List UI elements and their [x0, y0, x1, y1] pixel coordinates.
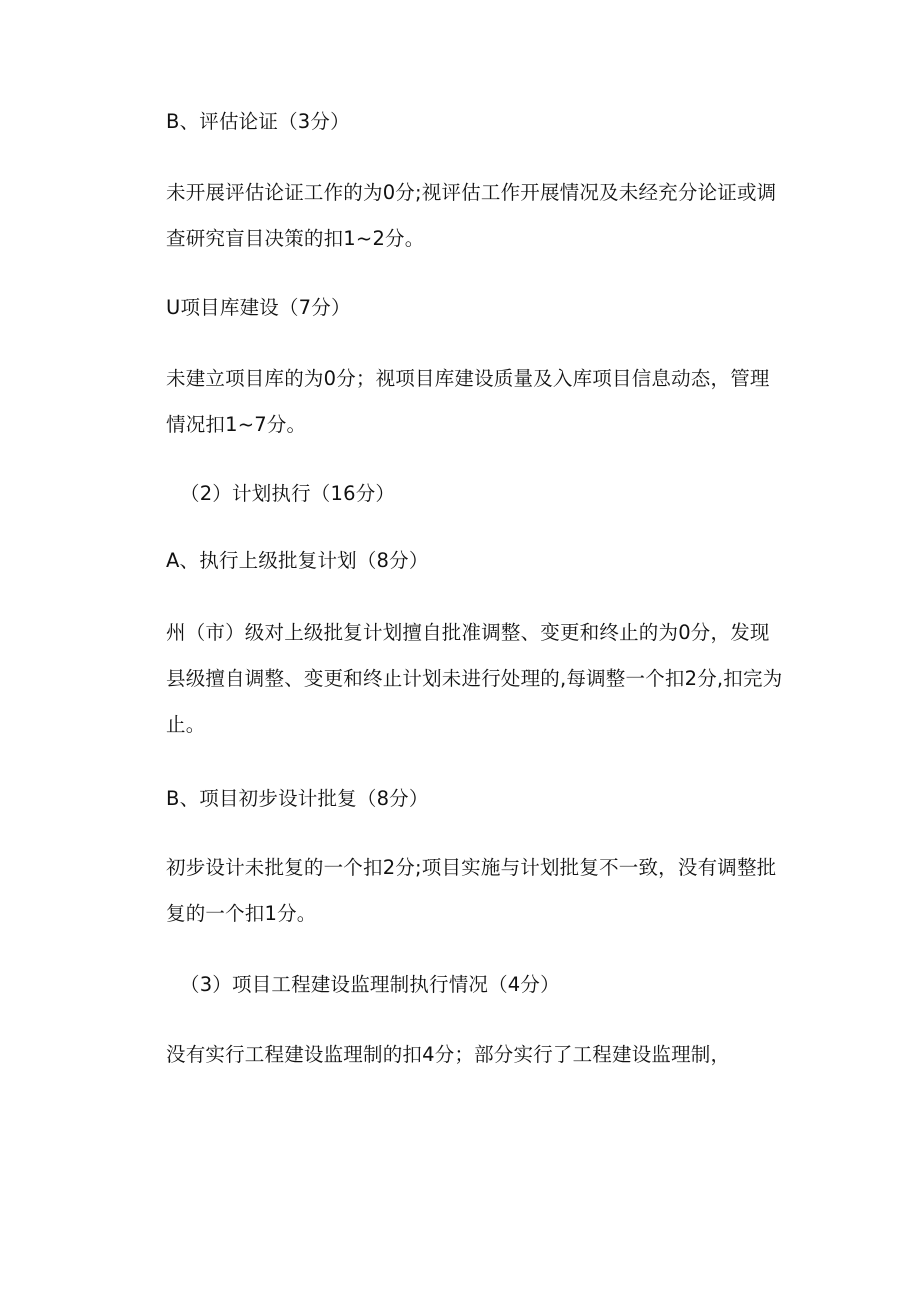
heading-plan-execution: （2）计划执行（16分） [180, 482, 396, 505]
heading-evaluation: B、评估论证（3分） [166, 110, 350, 133]
paragraph-evaluation-rule: 未开展评估论证工作的为0分;视评估工作开展情况及未经充分论证或调查研究盲目决策的扣1~2分。 [166, 181, 777, 250]
paragraph-supervision-system-rule: 没有实行工程建设监理制的扣4分；部分实行了工程建设监理制， [166, 1043, 731, 1066]
paragraph-execute-approved-plan-rule: 州（市）级对上级批复计划擅自批准调整、变更和终止的为0分，发现县级擅自调整、变更和终止计划未进行处理的,每调整一个扣2分,扣完为止。 [166, 621, 783, 736]
paragraph-project-library-rule: 未建立项目库的为0分；视项目库建设质量及入库项目信息动态，管理情况扣1~7分。 [166, 367, 770, 436]
heading-preliminary-design: B、项目初步设计批复（8分） [166, 787, 429, 810]
heading-supervision-system: （3）项目工程建设监理制执行情况（4分） [180, 973, 560, 996]
heading-project-library: U项目库建设（7分） [166, 296, 351, 319]
heading-execute-approved-plan: A、执行上级批复计划（8分） [166, 549, 429, 572]
paragraph-preliminary-design-rule: 初步设计未批复的一个扣2分;项目实施与计划批复不一致，没有调整批复的一个扣1分。 [166, 856, 777, 925]
